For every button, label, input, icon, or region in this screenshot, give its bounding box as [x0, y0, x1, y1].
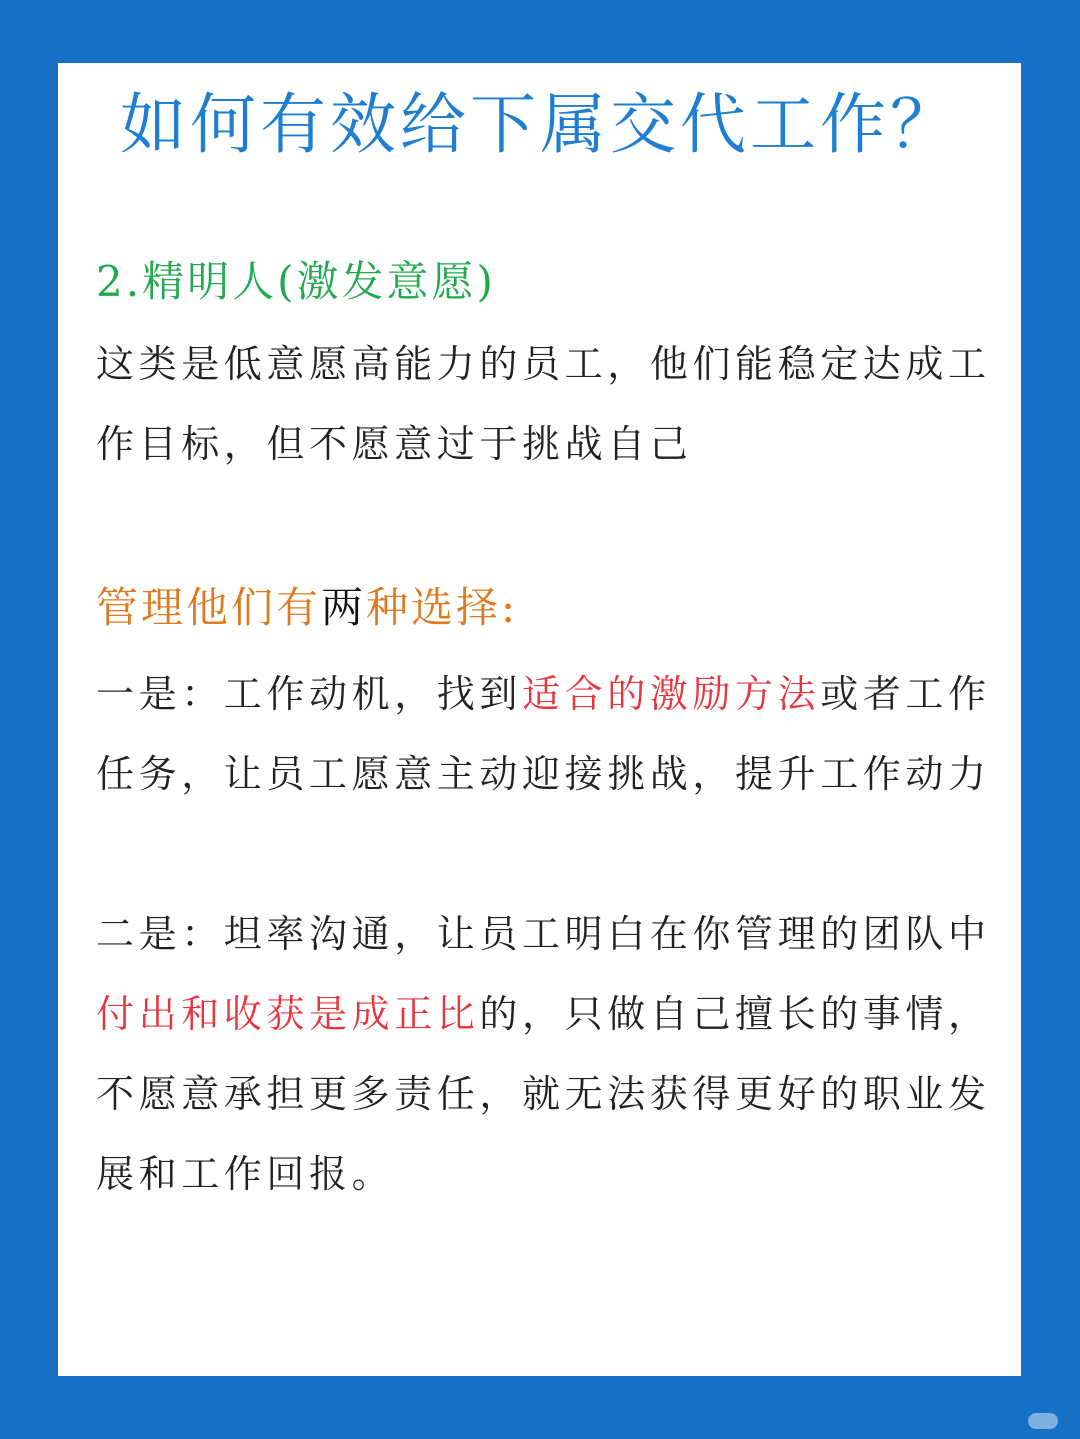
option-one: [96, 654, 1016, 814]
option-two-prefix: 二是：坦率沟通，让员工明白在你管理的团队中: [96, 912, 991, 956]
watermark-logo: [1028, 1413, 1058, 1429]
section-heading: 2.精明人(激发意愿): [96, 257, 496, 306]
option-two: [96, 894, 1016, 1214]
page-title: 如何有效给下属交代工作？: [120, 86, 960, 163]
option-two-highlight: 付出和收获是成正比: [96, 992, 480, 1036]
option-two-suffix: 的，只做自己擅长的事情，不愿意承担更多责任，就无法获得更好的职业发展和工作回报。: [96, 992, 991, 1196]
choices-heading-part3: 种选择:: [366, 583, 519, 632]
choices-heading: [96, 578, 518, 638]
section-description: 这类是低意愿高能力的员工，他们能稳定达成工作目标，但不愿意过于挑战自己: [96, 342, 991, 466]
option-one-prefix: 一是：工作动机，找到: [96, 672, 523, 716]
option-one-highlight: 适合的激励方法: [522, 672, 821, 716]
choices-heading-part1: 管理他们有: [96, 583, 322, 632]
choices-heading-part2: 两: [321, 583, 367, 632]
option-one-suffix: 或者工作任务，让员工愿意主动迎接挑战，提升工作动力: [96, 672, 991, 796]
